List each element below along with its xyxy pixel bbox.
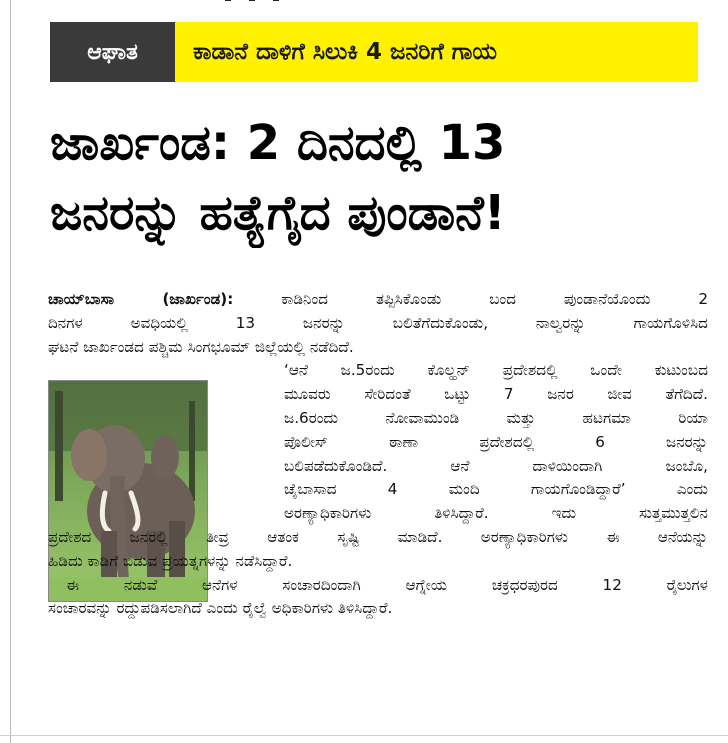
bottom-rule: [0, 735, 728, 736]
article-line: ಚೈಬಾಸಾದ 4 ಮಂದಿ ಗಾಯಗೊಂಡಿದ್ದಾರೆ’ ಎಂದು: [284, 480, 708, 499]
clipped-top-text: [225, 0, 375, 4]
article-line: ಬಲಿಪಡೆದುಕೊಂಡಿದೆ. ಆನೆ ದಾಳಿಯಿಂದಾಗಿ ಜಂಬೊ,: [284, 456, 708, 475]
headline-line-1: ಜಾರ್ಖಂಡ: 2 ದಿನದಲ್ಲಿ 13: [50, 115, 506, 171]
column-rule: [10, 0, 11, 743]
kicker-banner: [50, 22, 698, 82]
article-line: ಪೊಲೀಸ್ ಠಾಣಾ ಪ್ರದೇಶದಲ್ಲಿ 6 ಜನರನ್ನು: [284, 432, 708, 451]
dateline: ಚಾಯ್‌ಬಾಸಾ (ಜಾರ್ಖಂಡ):: [48, 290, 234, 308]
article-line: ಈ ನಡುವೆ ಆನೆಗಳ ಸಂಚಾರದಿಂದಾಗಿ ಆಗ್ನೇಯ ಚಕ್ರಧರಪುರದ 12 ರೈಲುಗಳ: [66, 575, 708, 594]
article-body: [48, 288, 708, 621]
article-line: ಮೂವರು ಸೇರಿದಂತೆ ಒಟ್ಟು 7 ಜನರ ಜೀವ ತೆಗೆದಿದೆ.: [284, 385, 708, 404]
article-line: ಪ್ರದೇಶದ ಜನರಲ್ಲಿ ತೀವ್ರ ಆತಂಕ ಸೃಷ್ಟಿ ಮಾಡಿದೆ. ಅರಣ್ಯಾಧಿಕಾರಿಗಳು ಈ ಆನೆಯನ್ನು: [48, 527, 708, 546]
article-line: ಸಂಚಾರವನ್ನು ರದ್ದುಪಡಿಸಲಾಗಿದೆ ಎಂದು ರೈಲ್ವೆ ಅಧಿಕಾರಿಗಳು ತಿಳಿಸಿದ್ದಾರೆ.: [48, 599, 393, 618]
article-line: ಜ.6ರಂದು ನೋವಾಮುಂಡಿ ಮತ್ತು ಹಟಗಮಾ ರಿಯಾ: [284, 408, 708, 427]
article-line: ಚಾಯ್‌ಬಾಸಾ (ಜಾರ್ಖಂಡ): ಕಾಡಿನಿಂದ ತಪ್ಪಿಸಿಕೊಂಡು ಬಂದ ಪುಂಡಾನೆಯೊಂದು 2: [48, 290, 708, 308]
banner-tag: ಆಘಾತ: [50, 22, 175, 82]
headline: [50, 108, 710, 248]
article-line: ಹಿಡಿದು ಕಾಡಿಗೆ ಬಿಡುವ ಪ್ರಯತ್ನಗಳನ್ನು ನಡೆಸಿದ್ದಾರೆ.: [48, 551, 293, 570]
headline-line-2: ಜನರನ್ನು ಹತ್ಯೆಗೈದ ಪುಂಡಾನೆ!: [50, 185, 506, 241]
article-line: ಅರಣ್ಯಾಧಿಕಾರಿಗಳು ತಿಳಿಸಿದ್ದಾರೆ. ಇದು ಸುತ್ತಮುತ್ತಲಿನ: [284, 504, 708, 523]
article-line: ದಿನಗಳ ಅವಧಿಯಲ್ಲಿ 13 ಜನರನ್ನು ಬಲಿತೆಗೆದುಕೊಂಡು, ನಾಲ್ವರನ್ನು ಗಾಯಗೊಳಿಸಿದ: [48, 313, 708, 332]
banner-kicker: ಕಾಡಾನೆ ದಾಳಿಗೆ ಸಿಲುಕಿ 4 ಜನರಿಗೆ ಗಾಯ: [175, 22, 698, 82]
article-line: ‘ಆನೆ ಜ.5ರಂದು ಕೊಲ್ಹನ್ ಪ್ರದೇಶದಲ್ಲಿ ಒಂದೇ ಕುಟುಂಬದ: [284, 361, 708, 380]
article-line: ಘಟನೆ ಜಾರ್ಖಂಡದ ಪಶ್ಚಿಮ ಸಿಂಗಭೂಮ್ ಜಿಲ್ಲೆಯಲ್ಲಿ ನಡೆದಿದೆ.: [48, 337, 354, 356]
